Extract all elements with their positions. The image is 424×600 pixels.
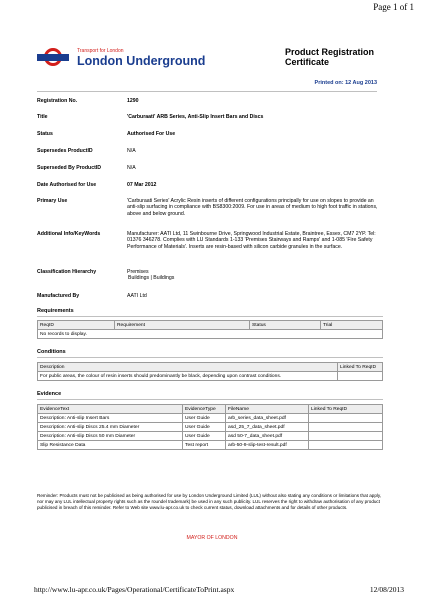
printed-date: Printed on: 12 Aug 2013 <box>314 80 377 86</box>
table-header-row: EvidenceText EvidenceType FileName Linked To ReqID <box>38 405 383 414</box>
mayor-of-london: MAYOR OF LONDON <box>186 535 238 541</box>
roundel-icon <box>37 48 69 70</box>
table-row: Description: Anti-slip Discs 25.4 mm Diameter User Guide asd_25_7_data_sheet.pdf <box>38 423 383 432</box>
table-row: For public areas, the colour of resin inserts should predominantly be black, depending upon contrast conditions. <box>38 372 383 381</box>
table-header-row: ReqID Requirement Status Trial <box>38 321 383 330</box>
divider <box>37 316 383 317</box>
divider <box>37 91 377 92</box>
logo-title: London Underground <box>77 54 206 68</box>
conditions-heading: Conditions <box>37 349 66 355</box>
logo-subtitle: Transport for London <box>77 48 124 54</box>
reminder-text: Reminder: Products must not be publicised as being authorised for use by London Underground Limited (LUL) without also stating any conditions or limitations that apply, nor may any LUL intellectual property rights such as the roundel trademark) be used in any such publicity. LUL reserves the right to withdraw authorisation of any product publicised in breach of this reminder. Refer to Web site www.lu-apr.co.uk to check current status, download attachments and for details of other products. <box>37 493 382 510</box>
evidence-heading: Evidence <box>37 391 62 397</box>
table-row: Description: Anti-slip Discs 50 mm Diameter User Guide asd 50-7_data_sheet.pdf <box>38 432 383 441</box>
divider <box>37 399 383 400</box>
table-row: No records to display. <box>38 330 383 339</box>
requirements-heading: Requirements <box>37 308 74 314</box>
footer-date: 12/08/2013 <box>369 585 404 594</box>
evidence-table <box>37 404 383 450</box>
divider <box>37 357 383 358</box>
table-header-row: Description Linked To ReqID <box>38 363 383 372</box>
conditions-table <box>37 362 383 381</box>
requirements-table <box>37 320 383 339</box>
tfl-logo <box>37 46 237 72</box>
certificate-title: Product Registration Certificate <box>284 47 374 67</box>
table-row: Slip Resistance Data Test report arb-50-9-slip-test-result.pdf <box>38 441 383 450</box>
footer-url: http://www.lu-apr.co.uk/Pages/Operational/CertificateToPrint.aspx <box>34 585 235 594</box>
table-row: Description: Anti-slip Insert Bars User Guide arb_series_data_sheet.pdf <box>38 414 383 423</box>
page-number: Page 1 of 1 <box>373 2 414 12</box>
